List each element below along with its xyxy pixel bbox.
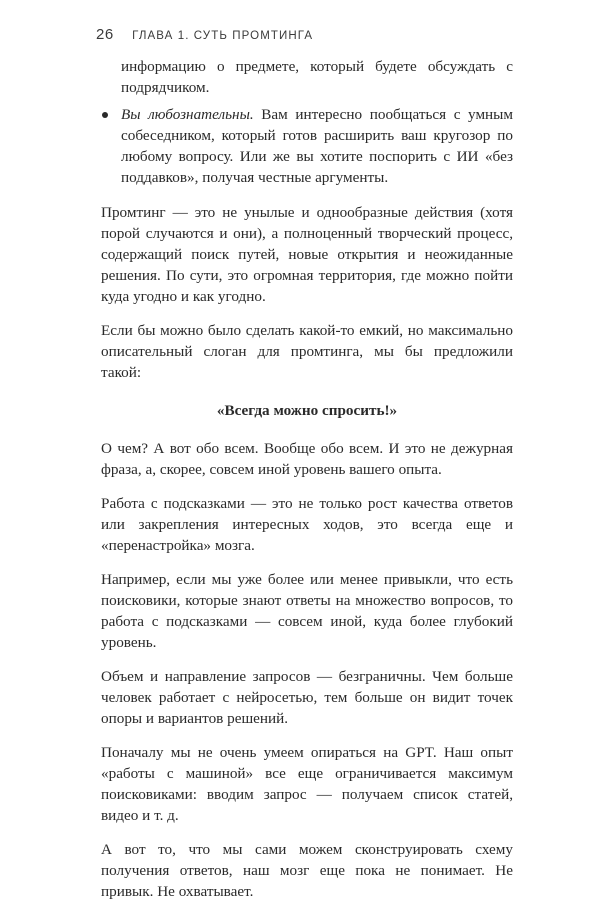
paragraph: О чем? А вот обо всем. Вообще обо всем. И это не дежурная фраза, а, скорее, совсем иной уровень вашего опыта. — [101, 440, 513, 478]
bullet-lead: Вы любознательны. — [121, 106, 254, 123]
paragraph: Объем и направление запросов — безграничны. Чем больше человек работает с нейросетью, тем больше он видит точек опоры и вариантов решений. — [101, 668, 513, 727]
chapter-title: ГЛАВА 1. СУТЬ ПРОМТИНГА — [132, 30, 314, 42]
paragraph: Если бы можно было сделать какой-то емкий, но максимально описательный слоган для промтинга, мы бы предложили такой: — [101, 322, 513, 381]
page-number: 26 — [96, 26, 114, 43]
paragraph: Например, если мы уже более или менее привыкли, что есть поисковики, которые знают ответы на множество вопросов, то работа с подсказками — совсем иной, куда более глубокий уровень. — [101, 571, 513, 651]
paragraph: Промтинг — это не унылые и однообразные действия (хотя порой случаются и они), а полноценный творческий процесс, содержащий поиск путей, новые открытия и неожиданные решения. По сути, это огромная территория, где можно пойти куда угодно и как угодно. — [101, 204, 513, 305]
body-text — [101, 56, 513, 902]
running-head — [96, 26, 313, 44]
slogan-heading: «Всегда можно спросить!» — [216, 402, 398, 419]
paragraph: Работа с подсказками — это не только рост качества ответов или закрепления интересных ходов, это всегда еще и «перенастройка» мозга. — [101, 495, 513, 554]
bullet-dot-icon — [102, 112, 108, 118]
paragraph: А вот то, что мы сами можем сконструировать схему получения ответов, наш мозг еще пока не понимает. Не привык. Не охватывает. — [101, 841, 513, 900]
bullet-item — [121, 104, 513, 188]
bullet-text: Вам интересно пообщаться с умным собеседником, который готов расширить ваш кругозор по любому вопросу. Или же вы хотите поспорить с ИИ «без поддавков», получая честные аргументы. — [121, 106, 513, 186]
paragraph: Поначалу мы не очень умеем опираться на GPT. Наш опыт «работы с машиной» все еще ограничивается максимум поисковиками: вводим запрос — получаем список статей, видео и т. д. — [101, 744, 513, 824]
bullet-continuation: информацию о предмете, который будете обсуждать с подрядчиком. — [121, 58, 513, 96]
